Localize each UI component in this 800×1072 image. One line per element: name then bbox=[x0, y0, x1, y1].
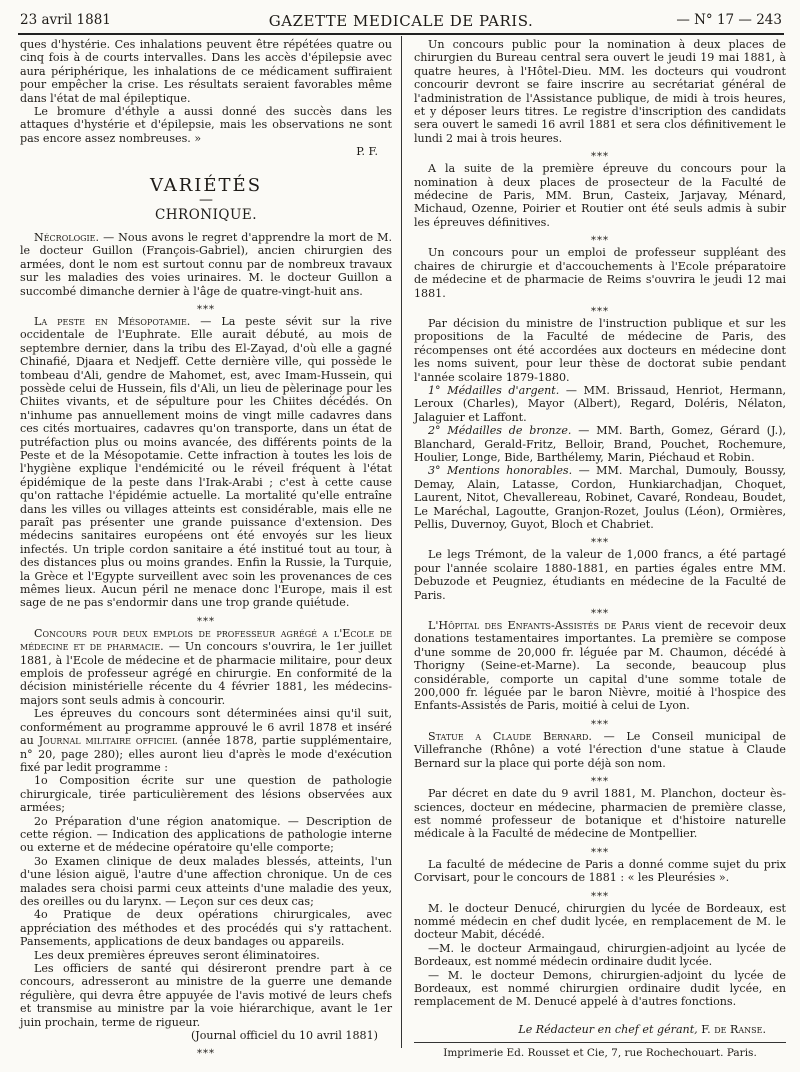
left-column bbox=[20, 38, 392, 1059]
separator-stars: ⁎⁎⁎ bbox=[197, 612, 215, 624]
signature-line bbox=[20, 145, 392, 158]
separator-stars: ⁎⁎⁎ bbox=[591, 887, 609, 899]
source-line bbox=[20, 1029, 392, 1042]
elimination-paragraph: Les deux premières épreuves seront éliminatoires. bbox=[34, 948, 320, 962]
source-ref: (Journal officiel du 10 avril 1881) bbox=[190, 1029, 378, 1043]
concours-label: Concours pour deux emplois de professeur agrégé a l'Ecole de médecine et de pharmacie. bbox=[20, 626, 392, 654]
armaingaud-paragraph: —M. le docteur Armaingaud, chirurgien-adjoint au lycée de Bordeaux, est nommé médecin ordinaire dudit lycée. bbox=[414, 941, 786, 969]
peste-paragraph: La peste en Mésopotamie. — La peste sévit sur la rive occidentale de l'Euphrate. Elle aurait débuté, au mois de septembre dernier, dans la tribu des El-Zayad, d'où elle a gagné Chinafié, Djaara et Nedjeff. Cette dernière ville, qui possède le tombeau d'Ali, gendre de Mahomet, est, avec Imam-Hussein, qui possède celui de Hussein, fils d'Ali, un lieu de pèlerinage pour les Chiites vivants, et de sépulture pour les Chiites décédés. On n'inhume pas annuellement moins de vingt mille cadavres dans ces cités mortuaires, cadavres qu'on transporte, dans un état de putréfaction plus ou moins avancée, des différents points de la Peste et de la Mésopotamie. Cette infraction à toutes les lois de l'hygiène explique l'endémicité ou le réveil fréquent à l'état épidémique de la peste dans l'Irak-Arabi ; c'est à cette cause qu'on rattache l'épidémie actuelle. La mortalité qu'elle entraîne dans les villes ou villages atteints est considérable, mais elle ne paraît pas présenter une grande puissance d'extension. Des médecins sanitaires européens ont été envoyés sur les lieux infectés. Un triple cordon sanitaire a été institué tout au tour, à des distances plus ou moins grandes. Enfin la Russie, la Turquie, la Grèce et l'Egypte surveillent avec soin les provenances de ces mêmes lieux. Aucun péril ne menace donc l'Europe, mais il est sage de ne pas s'endormir dans une trop grande quiétude. bbox=[20, 314, 392, 610]
list-item: 2o Préparation d'une région anatomique. — Description de cette région. — Indication des applications de pathologie interne ou externe et de médecine opératoire qu'elle comporte; bbox=[20, 814, 392, 855]
section-subtitle: CHRONIQUE. bbox=[154, 207, 258, 224]
header-rule bbox=[18, 33, 784, 35]
prix-paragraph: La faculté de médecine de Paris a donné comme sujet du prix Corvisart, pour le concours de 1881 : « les Pleurésies ». bbox=[414, 857, 786, 885]
column-divider bbox=[401, 36, 402, 1048]
prosecteur-paragraph: A la suite de la première épreuve du concours pour la nomination à deux places de prosecteur de la Faculté de médecine de Paris, MM. Brun, Casteix, Jarjavay, Ménard, Michaud, Ozenne, Poirier et Routier ont été seuls admis à subir les épreuves définitives. bbox=[414, 162, 786, 229]
footer-rule bbox=[414, 1042, 786, 1043]
mentions-honorables: 3° Mentions honorables. — MM. Marchal, Dumouly, Boussy, Demay, Alain, Latasse, Cordon, Hunkiarchadjan, Choquet, Laurent, Nitot, Chevallereau, Robinet, Cavaré, Rondeau, Boudet, Le Maréchal, Lagoutte, Granjon-Rozet, Joulus (Léon), Ormières, Pellis, Duvernoy, Guyot, Bloch et Chabriet. bbox=[414, 464, 787, 531]
list-item: 4o Pratique de deux opérations chirurgicales, avec appréciation des méthodes et des procédés qui s'y rattachent. Pansements, applications de deux bandages ou appareils. bbox=[20, 908, 392, 949]
separator-stars: ⁎⁎⁎ bbox=[591, 148, 609, 160]
hopital-paragraph: L'Hôpital des Enfants-Assistés de Paris vient de recevoir deux donations testamentaires importantes. La première se compose d'une somme de 20,000 fr. léguée par M. Chaumon, décédé à Thorigny (Seine-et-Marne). La seconde, beaucoup plus considérable, comporte un capital d'une somme totale de 200,000 fr. léguée par le baron Nièvre, moitié à l'hospice des Enfants-Assistés de Paris, moitié à celui de Lyon. bbox=[414, 619, 786, 713]
editor-name: F. de Ranse. bbox=[701, 1022, 766, 1036]
medailles-argent: 1° Médailles d'argent. — MM. Brissaud, Henriot, Hermann, Leroux (Charles), Mayor (Albert), Regard, Doléris, Nélaton, Jalaguier et Laffont. bbox=[414, 383, 786, 424]
statue-paragraph: Statue a Claude Bernard. — Le Conseil municipal de Villefranche (Rhône) a voté l'érection d'une statue à Claude Bernard sur la place qui porte déjà son nom. bbox=[414, 729, 786, 770]
necrologie-label: Nécrologie. bbox=[34, 230, 100, 244]
section-title: VARIÉTÉS bbox=[149, 174, 263, 196]
necrologie-paragraph: Nécrologie. — Nous avons le regret d'apprendre la mort de M. le docteur Guillon (François-Gabriel), ancien chirurgien des armées, dont le nom est surtout connu par de nombreux travaux sur les maladies des voies urinaires. M. le docteur Guillon a succombé dimanche dernier à l'âge de quatre-vingt-huit ans. bbox=[20, 230, 392, 298]
list-item: 3o Examen clinique de deux malades blessés, atteints, l'un d'une lésion aiguë, l'autre d'une affection chronique. Un de ces malades sera choisi parmi ceux atteints d'une maladie des yeux, des oreilles ou du larynx. — Leçon sur ces deux cas; bbox=[20, 854, 392, 908]
editor-label: Le Rédacteur en chef et gérant, bbox=[518, 1022, 698, 1036]
title-dash: — bbox=[199, 192, 213, 209]
journal-ref: Journal militaire officiel bbox=[38, 734, 178, 748]
separator-stars: ⁎⁎⁎ bbox=[197, 300, 215, 312]
statue-label: Statue a Claude Bernard. bbox=[428, 729, 592, 743]
demons-paragraph: — M. le docteur Demons, chirurgien-adjoint du lycée de Bordeaux, est nommé chirurgien ordinaire dudit lycée, en remplacement de M. Denucé appelé à d'autres fonctions. bbox=[414, 968, 786, 1009]
medailles-bronze: 2° Médailles de bronze. — MM. Barth, Gomez, Gérard (J.), Blanchard, Gerald-Fritz, Belloir, Brand, Pouchet, Rochemure, Houlier, Longe, Bide, Barthélemy, Marin, Piéchaud et Robin. bbox=[414, 424, 786, 464]
separator-stars: ⁎⁎⁎ bbox=[591, 232, 609, 244]
separator-stars: ⁎⁎⁎ bbox=[591, 773, 609, 785]
officiers-paragraph: Les officiers de santé qui désireront prendre part à ce concours, adresseront au ministre de la guerre une demande régulière, qui devra être appuyée de l'avis motivé de leurs chefs et transmise au ministre par la voie hiérarchique, avant le 1er juin prochain, terme de rigueur. bbox=[20, 962, 392, 1029]
peste-label: La peste en Mésopotamie. bbox=[34, 314, 191, 328]
header-date: 23 avril 1881 bbox=[20, 12, 111, 28]
right-column bbox=[414, 38, 786, 1061]
separator-stars: ⁎⁎⁎ bbox=[591, 534, 609, 546]
denuce-paragraph: M. le docteur Denucé, chirurgien du lycée de Bordeaux, est nommé médecin en chef dudit lycée, en remplacement de M. le docteur Mabit, décédé. bbox=[414, 901, 786, 942]
decision-paragraph: Par décision du ministre de l'instruction publique et sur les propositions de la Faculté de médecine de Paris, des récompenses ont été accordées aux docteurs en médecine dont les noms suivent, pour leur thèse de doctorat subie pendant l'année scolaire 1879-1880. bbox=[414, 316, 786, 384]
concours-public-paragraph: Un concours public pour la nomination à deux places de chirurgien du Bureau central sera ouvert le jeudi 19 mai 1881, à quatre heures, à l'Hôtel-Dieu. MM. les docteurs qui voudront concourir devront se faire inscrire au secrétariat général de l'administration de l'Assistance publique, de midi à trois heures, et y déposer leurs titres. Le registre d'inscription des candidats sera ouvert le samedi 16 avril 1881 et sera clos définitivement le lundi 2 mai à trois heures. bbox=[414, 38, 786, 145]
tremont-paragraph: Le legs Trémont, de la valeur de 1,000 francs, a été partagé pour l'année scolaire 1880-1881, en parties égales entre MM. Debuzode et Peugniez, étudiants en médecine de la Faculté de Paris. bbox=[414, 548, 786, 602]
hopital-label: L'Hôpital des Enfants-Assistés de Paris bbox=[428, 619, 650, 633]
separator-stars: ⁎⁎⁎ bbox=[591, 605, 609, 617]
separator-stars: ⁎⁎⁎ bbox=[591, 302, 609, 314]
paragraph-intro: ques d'hystérie. Ces inhalations peuvent être répétées quatre ou cinq fois à de courts intervalles. Dans les accès d'épilepsie avec aura périphérique, les inhalations de ce médicament suffiraient pour empêcher la crise. Les résultats seraient favorables même dans l'état de mal épileptique. bbox=[20, 38, 392, 105]
separator-stars: ⁎⁎⁎ bbox=[197, 1045, 215, 1057]
header-title: GAZETTE MEDICALE DE PARIS. bbox=[268, 12, 534, 30]
reims-paragraph: Un concours pour un emploi de professeur suppléant des chaires de chirurgie et d'accouchements à l'Ecole préparatoire de médecine et de pharmacie de Reims s'ouvrira le jeudi 12 mai 1881. bbox=[414, 246, 786, 300]
signature: P. F. bbox=[356, 145, 378, 159]
list-item: 1o Composition écrite sur une question de pathologie chirurgicale, tirée particulièrement des lésions observées aux armées; bbox=[20, 774, 392, 815]
separator-stars: ⁎⁎⁎ bbox=[591, 843, 609, 855]
page-header bbox=[20, 12, 782, 34]
imprint: Imprimerie Ed. Rousset et Cie, 7, rue Rochechouart. Paris. bbox=[443, 1047, 757, 1060]
editor-line bbox=[414, 1023, 786, 1036]
planchon-paragraph: Par décret en date du 9 avril 1881, M. Planchon, docteur ès-sciences, docteur en médecine, pharmacien de première classe, est nommé professeur de botanique et d'histoire naturelle médicale à la Faculté de médecine de Montpellier. bbox=[414, 787, 786, 841]
header-number: — N° 17 — 243 bbox=[676, 12, 782, 28]
epreuves-paragraph: Les épreuves du concours sont déterminées ainsi qu'il suit, conformément au programme approuvé le 6 avril 1878 et inséré au Journal militaire officiel (année 1878, partie supplémentaire, n° 20, page 280); elles auront lieu d'après le mode d'exécution fixé par ledit programme : bbox=[20, 707, 392, 774]
separator-stars: ⁎⁎⁎ bbox=[591, 715, 609, 727]
paragraph-bromure: Le bromure d'éthyle a aussi donné des succès dans les attaques d'hystérie et d'épilepsie, mais les observations ne sont pas encore assez nombreuses. » bbox=[20, 105, 392, 145]
concours-paragraph: Concours pour deux emplois de professeur agrégé a l'Ecole de médecine et de pharmacie. — Un concours s'ouvrira, le 1er juillet 1881, à l'Ecole de médecine et de pharmacie militaire, pour deux emplois de professeur agrégé en chirurgie. En conformité de la décision ministérielle récente du 4 février 1881, les médecins-majors sont seuls admis à concourir. bbox=[20, 626, 392, 707]
